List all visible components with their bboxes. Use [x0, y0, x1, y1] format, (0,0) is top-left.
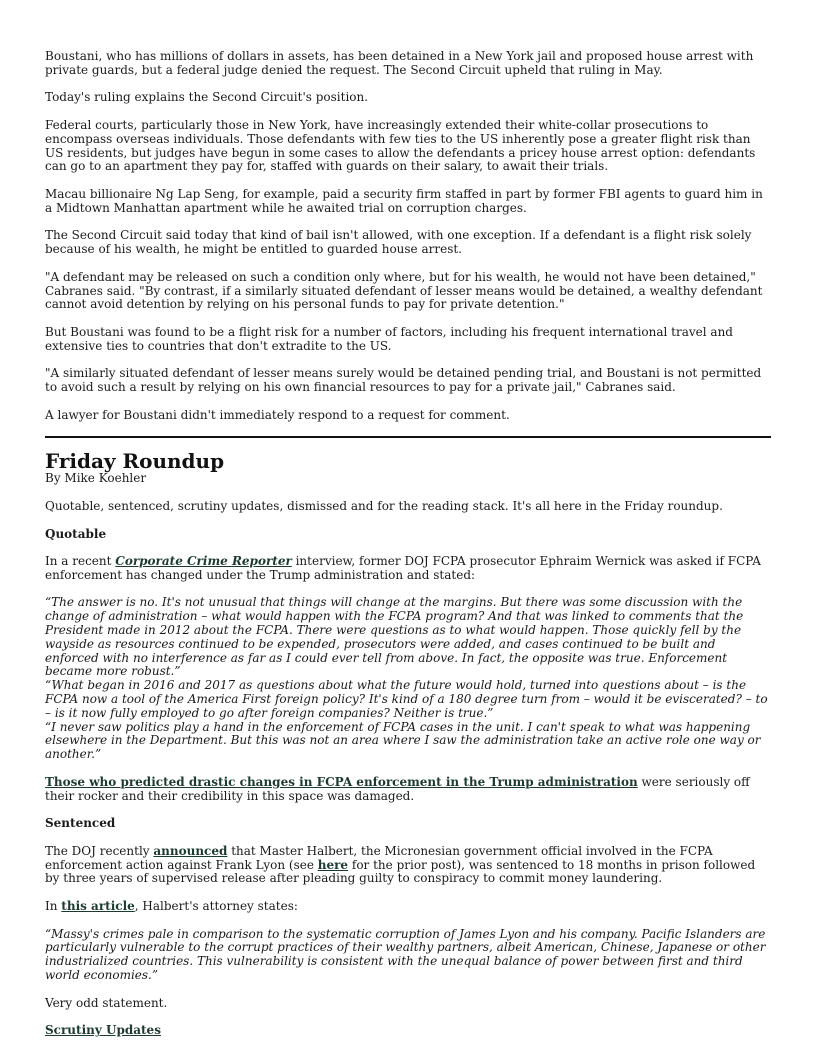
announced-link[interactable]: announced: [153, 843, 228, 858]
text-run: In: [45, 899, 62, 914]
paragraph: Boustani, who has millions of dollars in assets, has been detained in a New York jail and proposed house arrest with private guards, but a federal judge denied the request. The Second Circuit upheld that ruling in May.: [45, 49, 754, 77]
paragraph: A lawyer for Boustani didn't immediately respond to a request for comment.: [45, 407, 510, 422]
paragraph: "A similarly situated defendant of lesser means surely would be detained pending trial, and Boustani is not permitted to avoid such a result by relying on his own financial resources to pay for a private jail," Cabranes said.: [45, 366, 762, 395]
sentenced-paragraph: [45, 845, 771, 886]
text-run: In a recent: [45, 554, 116, 569]
sentenced-heading: Sentenced: [45, 816, 116, 831]
this-article-link[interactable]: this article: [61, 899, 135, 914]
quote: “The answer is no. It's not unusual that things will change at the margins. But there was some discussion with the change of administration – what would happen with the FCPA program? And that was linked to comments that the President made in 2012 about the FCPA. There were questions as to what would happen. Those quickly fell by the wayside as resources continued to be expended, prosecutors were added, and cases continued to be built and enforced with no interference as far as I could ever tell from above. In fact, the opposite was true. Enforcement became more robust.”: [45, 595, 744, 679]
paragraph: But Boustani was found to be a flight risk for a number of factors, including his frequent international travel and extensive ties to countries that don't extradite to the US.: [45, 324, 733, 353]
text-run: The DOJ recently: [45, 843, 154, 858]
paragraph: Federal courts, particularly those in New York, have increasingly extended their white-collar prosecutions to encompass overseas individuals. Those defendants with few ties to the US inherently pose a greater flight risk than US residents, but judges have begun in some cases to allow the defendants a pricey house arrest option: defendants can go to an apartment they pay for, staffed with guards on their salary, to await their trials.: [45, 117, 756, 174]
text-run: were seriously off their rocker and their credibility in this space was damaged.: [45, 774, 750, 803]
byline: By Mike Koehler: [45, 471, 147, 486]
intro-paragraph: Quotable, sentenced, scrutiny updates, dismissed and for the reading stack. It's all here in the Friday roundup.: [45, 498, 723, 513]
quotable-heading: Quotable: [45, 526, 107, 541]
text-run: , Halbert's attorney states:: [134, 899, 298, 914]
scrutiny-heading: [45, 1024, 771, 1038]
article-content: [45, 50, 771, 1052]
paragraph: The Second Circuit said today that kind of bail isn't allowed, with one exception. If a defendant is a flight risk solely because of his wealth, he might be entitled to guarded house arrest.: [45, 228, 752, 257]
here-link[interactable]: here: [317, 857, 349, 872]
text-run: that Master Halbert, the Micronesian government official involved in the FCPA enforcement action against Frank Lyon (see: [45, 843, 713, 872]
section-divider: [45, 436, 771, 438]
section-title: Friday Roundup: [45, 449, 225, 474]
quote: “I never saw politics play a hand in the enforcement of FCPA cases in the unit. I can't speak to what was happening elsewhere in the Department. But this was not an area where I saw the administration take an active role one way or another.”: [45, 719, 761, 762]
scrutiny-updates-link[interactable]: Scrutiny Updates: [45, 1023, 161, 1038]
paragraph: "A defendant may be released on such a condition only where, but for his wealth, he would not have been detained," Cabranes said. "By contrast, if a similarly situated defendant of lesser means would be detained, a wealthy defendant cannot avoid detention by relying on his personal funds to pay for private detention.": [45, 269, 763, 312]
sentenced-comment: Very odd statement.: [45, 995, 168, 1010]
text-run: for the prior post), was sentenced to 18 months in prison followed by three years of supervised release after pleading guilty to conspiracy to commit money laundering.: [45, 857, 756, 886]
paragraph: Macau billionaire Ng Lap Seng, for example, paid a security firm staffed in part by former FBI agents to guard him in a Midtown Manhattan apartment while he awaited trial on corruption charges.: [45, 186, 763, 215]
drastic-changes-link[interactable]: Those who predicted drastic changes in FCPA enforcement in the Trump administration: [45, 774, 638, 789]
paragraph: Today's ruling explains the Second Circuit's position.: [45, 90, 369, 105]
quotable-comment: [45, 776, 771, 804]
quote-block: [45, 596, 771, 762]
attorney-quote: “Massy's crimes pale in comparison to the systematic corruption of James Lyon and his company. Pacific Islanders are particularly vulnerable to the corrupt practices of their wealthy partners, albeit American, Chinese, Japanese or other industrialized countries. This vulnerability is consistent with the unequal balance of power between first and third world economies.”: [45, 926, 766, 982]
sentenced-article-paragraph: [45, 900, 771, 914]
quotable-lead: [45, 555, 771, 583]
quote: “What began in 2016 and 2017 as questions about what the future would hold, turned into questions about – is the FCPA now a tool of the America First foreign policy? It's kind of a 180 degree turn from – would it be eviscerated? – to – is it now fully employed to go after foreign companies? Neither is true.”: [45, 678, 768, 720]
corporate-crime-reporter-link[interactable]: Corporate Crime Reporter: [115, 554, 292, 569]
text-run: interview, former DOJ FCPA prosecutor Ephraim Wernick was asked if FCPA enforcement has changed under the Trump administration and stated:: [45, 554, 761, 582]
